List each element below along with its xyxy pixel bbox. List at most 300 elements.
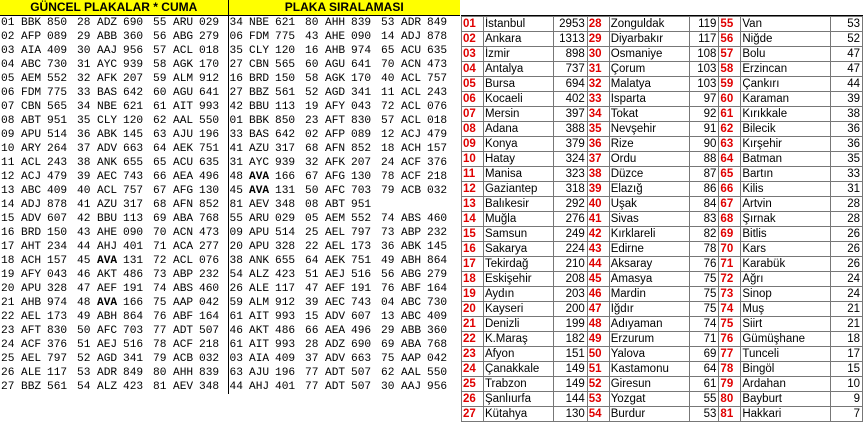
plate-city-code[interactable]: 42 xyxy=(77,212,91,225)
plate-letters[interactable]: APU xyxy=(249,240,270,253)
plate-letters[interactable]: ADZ xyxy=(97,16,118,29)
ranking-rank[interactable]: 27 xyxy=(462,407,484,422)
plate-letters[interactable]: AEJ xyxy=(325,268,346,281)
plate-letters[interactable]: AAL xyxy=(401,366,422,379)
plate-letters[interactable]: ACH xyxy=(21,254,42,267)
plate-city-code[interactable]: 70 xyxy=(153,226,167,239)
plate-number[interactable]: 191 xyxy=(351,282,372,295)
ranking-city[interactable]: Elazığ xyxy=(609,182,689,197)
plate-number[interactable]: 516 xyxy=(123,338,144,351)
plate-number[interactable]: 277 xyxy=(198,240,228,254)
plate-number[interactable]: 852 xyxy=(351,142,372,155)
plate-number[interactable]: 655 xyxy=(275,254,296,267)
plate-letters[interactable]: AVA xyxy=(249,184,270,197)
plate-letters[interactable]: FDM xyxy=(249,30,270,43)
plate-letters[interactable]: ADV xyxy=(21,212,42,225)
ranking-city[interactable]: Niğde xyxy=(741,32,831,47)
plate-letters[interactable]: AFG xyxy=(173,184,194,197)
ranking-count[interactable]: 55 xyxy=(689,392,719,407)
ranking-count[interactable]: 388 xyxy=(553,122,587,137)
ranking-count[interactable]: 26 xyxy=(831,242,863,257)
plate-number[interactable]: 507 xyxy=(351,380,372,393)
ranking-rank[interactable]: 09 xyxy=(462,137,484,152)
plate-letters[interactable]: AZU xyxy=(249,142,270,155)
plate-number[interactable]: 401 xyxy=(275,380,296,393)
plate-letters[interactable]: BAS xyxy=(249,128,270,141)
plate-city-code[interactable]: 47 xyxy=(77,282,91,295)
plate-city-code[interactable]: 02 xyxy=(305,128,319,141)
plate-city-code[interactable]: 72 xyxy=(381,100,395,113)
ranking-city[interactable]: Bolu xyxy=(741,47,831,62)
plate-number[interactable]: 621 xyxy=(275,16,296,29)
ranking-city[interactable]: Kilis xyxy=(741,182,831,197)
ranking-city[interactable]: Şanlıurfa xyxy=(483,392,553,407)
plate-city-code[interactable]: 17 xyxy=(1,240,15,253)
plate-number[interactable]: 218 xyxy=(427,170,448,183)
ranking-rank[interactable]: 78 xyxy=(719,362,741,377)
plate-city-code[interactable]: 01 xyxy=(1,16,15,29)
plate-city-code[interactable]: 09 xyxy=(229,226,243,239)
plate-city-code[interactable]: 81 xyxy=(153,380,167,393)
ranking-count[interactable]: 83 xyxy=(689,212,719,227)
plate-city-code[interactable]: 29 xyxy=(381,324,395,337)
plate-city-code[interactable]: 16 xyxy=(305,44,319,57)
plate-number[interactable]: 939 xyxy=(275,156,296,169)
plate-letters[interactable]: ABS xyxy=(173,282,194,295)
ranking-count[interactable]: 64 xyxy=(689,362,719,377)
plate-city-code[interactable]: 14 xyxy=(381,30,395,43)
ranking-rank[interactable]: 15 xyxy=(462,227,484,242)
plate-city-code[interactable]: 50 xyxy=(77,324,91,337)
plate-letters[interactable]: ALM xyxy=(249,296,270,309)
ranking-city[interactable]: Tokat xyxy=(609,107,689,122)
ranking-count[interactable]: 103 xyxy=(689,62,719,77)
plate-city-code[interactable]: 76 xyxy=(381,282,395,295)
ranking-count[interactable]: 75 xyxy=(689,287,719,302)
ranking-rank[interactable]: 77 xyxy=(719,347,741,362)
ranking-rank[interactable]: 28 xyxy=(587,17,609,32)
ranking-count[interactable]: 24 xyxy=(831,272,863,287)
ranking-count[interactable]: 21 xyxy=(831,302,863,317)
plate-number[interactable]: 029 xyxy=(275,212,296,225)
plate-number[interactable]: 797 xyxy=(351,226,372,239)
ranking-count[interactable]: 2953 xyxy=(553,17,587,32)
plate-city-code[interactable]: 30 xyxy=(77,44,91,57)
plate-letters[interactable]: ACJ xyxy=(21,170,42,183)
ranking-rank[interactable]: 18 xyxy=(462,272,484,287)
plate-letters[interactable]: ABT xyxy=(325,198,346,211)
plate-number[interactable]: 849 xyxy=(427,16,448,29)
plate-city-code[interactable]: 46 xyxy=(77,268,91,281)
plate-number[interactable]: 117 xyxy=(275,282,296,295)
plate-number[interactable]: 797 xyxy=(47,352,68,365)
plate-letters[interactable]: AIA xyxy=(249,352,270,365)
plate-letters[interactable]: ABC xyxy=(21,184,42,197)
ranking-count[interactable]: 86 xyxy=(689,182,719,197)
plate-letters[interactable]: ADV xyxy=(97,142,118,155)
ranking-rank[interactable]: 60 xyxy=(719,92,741,107)
ranking-rank[interactable]: 44 xyxy=(587,257,609,272)
plate-number[interactable]: 552 xyxy=(351,212,372,225)
ranking-rank[interactable]: 43 xyxy=(587,242,609,257)
ranking-rank[interactable]: 31 xyxy=(587,62,609,77)
ranking-city[interactable]: Kocaeli xyxy=(483,92,553,107)
plate-letters[interactable]: ACF xyxy=(401,170,422,183)
plate-letters[interactable]: BAS xyxy=(97,86,118,99)
plate-city-code[interactable]: 65 xyxy=(381,44,395,57)
ranking-count[interactable]: 78 xyxy=(689,242,719,257)
plate-city-code[interactable]: 11 xyxy=(381,86,395,99)
plate-letters[interactable]: APU xyxy=(21,282,42,295)
ranking-rank[interactable]: 63 xyxy=(719,137,741,152)
ranking-count[interactable]: 26 xyxy=(831,227,863,242)
ranking-rank[interactable]: 50 xyxy=(587,347,609,362)
ranking-count[interactable]: 210 xyxy=(553,257,587,272)
plate-letters[interactable]: AHT xyxy=(21,240,42,253)
ranking-city[interactable]: Sivas xyxy=(609,212,689,227)
plate-letters[interactable]: ABG xyxy=(173,30,194,43)
plate-city-code[interactable]: 40 xyxy=(381,72,395,85)
plate-number[interactable]: 849 xyxy=(123,366,144,379)
plate-city-code[interactable]: 60 xyxy=(153,86,167,99)
plate-city-code[interactable]: 79 xyxy=(153,352,167,365)
plate-city-code[interactable]: 32 xyxy=(305,156,319,169)
plate-letters[interactable]: AGU xyxy=(173,86,194,99)
plate-city-code[interactable]: 73 xyxy=(381,226,395,239)
plate-number[interactable]: 018 xyxy=(198,44,228,58)
plate-number[interactable]: 166 xyxy=(275,170,296,183)
ranking-count[interactable]: 108 xyxy=(689,47,719,62)
ranking-city[interactable]: Zonguldak xyxy=(609,17,689,32)
plate-letters[interactable]: ARU xyxy=(173,16,194,29)
ranking-count[interactable]: 53 xyxy=(831,17,863,32)
plate-number[interactable]: 460 xyxy=(427,212,448,225)
ranking-rank[interactable]: 76 xyxy=(719,332,741,347)
ranking-count[interactable]: 103 xyxy=(689,77,719,92)
ranking-count[interactable]: 82 xyxy=(689,227,719,242)
plate-city-code[interactable]: 79 xyxy=(381,184,395,197)
ranking-count[interactable]: 36 xyxy=(831,137,863,152)
ranking-rank[interactable]: 58 xyxy=(719,62,741,77)
plate-number[interactable]: 145 xyxy=(427,240,448,253)
plate-letters[interactable]: APU xyxy=(21,128,42,141)
plate-letters[interactable]: ABF xyxy=(173,310,194,323)
ranking-count[interactable]: 737 xyxy=(553,62,587,77)
plate-letters[interactable]: ABP xyxy=(173,268,194,281)
plate-number[interactable]: 029 xyxy=(198,16,228,30)
plate-city-code[interactable]: 24 xyxy=(1,338,15,351)
plate-number[interactable]: 516 xyxy=(351,268,372,281)
plate-number[interactable]: 507 xyxy=(198,324,228,338)
plate-letters[interactable]: ADT xyxy=(173,324,194,337)
plate-city-code[interactable]: 20 xyxy=(229,240,243,253)
plate-city-code[interactable]: 47 xyxy=(305,282,319,295)
plate-number[interactable]: 951 xyxy=(351,198,372,211)
plate-city-code[interactable]: 51 xyxy=(305,268,319,281)
plate-number[interactable]: 690 xyxy=(351,338,372,351)
ranking-rank[interactable]: 52 xyxy=(587,377,609,392)
ranking-rank[interactable]: 54 xyxy=(587,407,609,422)
ranking-count[interactable]: 47 xyxy=(831,47,863,62)
plate-number[interactable]: 974 xyxy=(351,44,372,57)
plate-number[interactable]: 150 xyxy=(275,72,296,85)
plate-number[interactable]: 496 xyxy=(198,170,228,184)
ranking-city[interactable]: Bayburt xyxy=(741,392,831,407)
plate-city-code[interactable]: 74 xyxy=(153,282,167,295)
plate-city-code[interactable]: 58 xyxy=(305,72,319,85)
ranking-city[interactable]: Manisa xyxy=(483,167,553,182)
plate-number[interactable]: 607 xyxy=(47,212,68,225)
ranking-rank[interactable]: 75 xyxy=(719,317,741,332)
plate-number[interactable]: 514 xyxy=(47,128,68,141)
ranking-count[interactable]: 31 xyxy=(831,182,863,197)
plate-number[interactable]: 089 xyxy=(47,30,68,43)
ranking-rank[interactable]: 42 xyxy=(587,227,609,242)
ranking-rank[interactable]: 39 xyxy=(587,182,609,197)
ranking-city[interactable]: Diyarbakır xyxy=(609,32,689,47)
plate-letters[interactable]: BBK xyxy=(249,114,270,127)
plate-letters[interactable]: AEK xyxy=(325,254,346,267)
plate-city-code[interactable]: 56 xyxy=(381,268,395,281)
ranking-city[interactable]: Iğdır xyxy=(609,302,689,317)
plate-letters[interactable]: AVA xyxy=(97,296,118,309)
ranking-rank[interactable]: 40 xyxy=(587,197,609,212)
plate-number[interactable]: 423 xyxy=(275,268,296,281)
plate-number[interactable]: 743 xyxy=(351,296,372,309)
ranking-count[interactable]: 9 xyxy=(831,392,863,407)
plate-city-code[interactable]: 53 xyxy=(77,366,91,379)
plate-letters[interactable]: ADR xyxy=(401,16,422,29)
plate-number[interactable]: 460 xyxy=(198,282,228,296)
ranking-rank[interactable]: 38 xyxy=(587,167,609,182)
plate-city-code[interactable]: 36 xyxy=(381,240,395,253)
plate-city-code[interactable]: 50 xyxy=(305,184,319,197)
plate-city-code[interactable]: 56 xyxy=(153,30,167,43)
plate-number[interactable]: 317 xyxy=(123,198,144,211)
plate-city-code[interactable]: 25 xyxy=(1,352,15,365)
plate-number[interactable]: 730 xyxy=(427,296,448,309)
plate-number[interactable]: 145 xyxy=(123,128,144,141)
plate-city-code[interactable]: 52 xyxy=(305,86,319,99)
plate-city-code[interactable]: 77 xyxy=(153,324,167,337)
plate-letters[interactable]: AFK xyxy=(97,72,118,85)
ranking-rank[interactable]: 68 xyxy=(719,212,741,227)
ranking-rank[interactable]: 12 xyxy=(462,182,484,197)
ranking-rank[interactable]: 02 xyxy=(462,32,484,47)
plate-number[interactable]: 360 xyxy=(427,324,448,337)
plate-letters[interactable]: ABB xyxy=(97,30,118,43)
plate-letters[interactable]: ABF xyxy=(401,282,422,295)
ranking-rank[interactable]: 11 xyxy=(462,167,484,182)
plate-letters[interactable]: AHB xyxy=(21,296,42,309)
plate-number[interactable]: 164 xyxy=(427,282,448,295)
plate-number[interactable]: 956 xyxy=(123,44,144,57)
plate-letters[interactable]: ACL xyxy=(97,184,118,197)
plate-city-code[interactable]: 44 xyxy=(77,240,91,253)
plate-number[interactable]: 348 xyxy=(275,198,296,211)
plate-city-code[interactable]: 60 xyxy=(305,58,319,71)
plate-letters[interactable]: AFY xyxy=(325,100,346,113)
plate-number[interactable]: 170 xyxy=(351,72,372,85)
plate-letters[interactable]: AJU xyxy=(173,128,194,141)
plate-number[interactable]: 751 xyxy=(198,142,228,156)
ranking-count[interactable]: 39 xyxy=(831,92,863,107)
plate-letters[interactable]: AHJ xyxy=(249,380,270,393)
plate-number[interactable]: 939 xyxy=(123,58,144,71)
plate-city-code[interactable]: 16 xyxy=(1,226,15,239)
plate-letters[interactable]: ACN xyxy=(173,226,194,239)
ranking-count[interactable]: 87 xyxy=(689,167,719,182)
plate-city-code[interactable]: 03 xyxy=(229,352,243,365)
plate-letters[interactable]: AEL xyxy=(21,310,42,323)
plate-city-code[interactable]: 63 xyxy=(153,128,167,141)
ranking-count[interactable]: 379 xyxy=(553,137,587,152)
ranking-rank[interactable]: 23 xyxy=(462,347,484,362)
plate-city-code[interactable]: 67 xyxy=(305,170,319,183)
plate-number[interactable]: 043 xyxy=(351,100,372,113)
plate-letters[interactable]: ARY xyxy=(21,142,42,155)
plate-city-code[interactable]: 37 xyxy=(77,142,91,155)
plate-letters[interactable]: AFP xyxy=(21,30,42,43)
plate-city-code[interactable]: 26 xyxy=(229,282,243,295)
plate-letters[interactable]: ABB xyxy=(401,324,422,337)
plate-letters[interactable]: AFG xyxy=(325,170,346,183)
plate-number[interactable]: 912 xyxy=(198,72,228,86)
plate-number[interactable]: 043 xyxy=(47,268,68,281)
ranking-city[interactable]: Sinop xyxy=(741,287,831,302)
ranking-count[interactable]: 224 xyxy=(553,242,587,257)
plate-city-code[interactable] xyxy=(380,198,400,212)
plate-letters[interactable]: BBK xyxy=(21,16,42,29)
plate-number[interactable]: 561 xyxy=(275,86,296,99)
ranking-rank[interactable]: 66 xyxy=(719,182,741,197)
ranking-city[interactable]: Batman xyxy=(741,152,831,167)
ranking-count[interactable]: 200 xyxy=(553,302,587,317)
plate-letters[interactable]: BBU xyxy=(97,212,118,225)
ranking-city[interactable]: Yalova xyxy=(609,347,689,362)
ranking-city[interactable]: Erzincan xyxy=(741,62,831,77)
plate-city-code[interactable]: 62 xyxy=(381,366,395,379)
ranking-rank[interactable]: 01 xyxy=(462,17,484,32)
plate-city-code[interactable]: 08 xyxy=(1,114,15,127)
plate-letters[interactable]: AEV xyxy=(249,198,270,211)
ranking-count[interactable]: 26 xyxy=(831,257,863,272)
plate-city-code[interactable]: 23 xyxy=(305,114,319,127)
ranking-count[interactable]: 1313 xyxy=(553,32,587,47)
plate-number[interactable]: 376 xyxy=(427,156,448,169)
plate-letters[interactable]: AZU xyxy=(97,198,118,211)
ranking-rank[interactable]: 47 xyxy=(587,302,609,317)
ranking-count[interactable]: 36 xyxy=(831,122,863,137)
plate-number[interactable]: 191 xyxy=(123,282,144,295)
plate-city-code[interactable]: 59 xyxy=(229,296,243,309)
plate-city-code[interactable]: 33 xyxy=(77,86,91,99)
ranking-city[interactable]: Ankara xyxy=(483,32,553,47)
plate-number[interactable]: 486 xyxy=(123,268,144,281)
plate-number[interactable]: 018 xyxy=(427,114,448,127)
plate-number[interactable]: 243 xyxy=(47,156,68,169)
ranking-count[interactable]: 151 xyxy=(553,347,587,362)
plate-number[interactable]: 507 xyxy=(351,366,372,379)
plate-letters[interactable]: AFP xyxy=(325,128,346,141)
plate-number[interactable]: 207 xyxy=(351,156,372,169)
ranking-count[interactable]: 35 xyxy=(831,152,863,167)
plate-letters[interactable]: AEL xyxy=(325,226,346,239)
plate-number[interactable]: 130 xyxy=(351,170,372,183)
plate-city-code[interactable]: 38 xyxy=(77,156,91,169)
ranking-rank[interactable]: 55 xyxy=(719,17,741,32)
plate-letters[interactable]: ABC xyxy=(401,296,422,309)
plate-letters[interactable]: ACL xyxy=(21,156,42,169)
ranking-count[interactable]: 149 xyxy=(553,362,587,377)
plate-letters[interactable]: ACL xyxy=(401,72,422,85)
plate-letters[interactable]: AGD xyxy=(97,352,118,365)
ranking-city[interactable]: Tunceli xyxy=(741,347,831,362)
ranking-rank[interactable]: 72 xyxy=(719,272,741,287)
ranking-rank[interactable]: 59 xyxy=(719,77,741,92)
plate-letters[interactable]: ALZ xyxy=(249,268,270,281)
plate-city-code[interactable]: 10 xyxy=(1,142,15,155)
ranking-count[interactable]: 24 xyxy=(831,287,863,302)
ranking-count[interactable]: 144 xyxy=(553,392,587,407)
plate-letters[interactable]: ADJ xyxy=(401,30,422,43)
plate-letters[interactable]: ABS xyxy=(401,212,422,225)
ranking-city[interactable]: Samsun xyxy=(483,227,553,242)
ranking-rank[interactable]: 22 xyxy=(462,332,484,347)
plate-city-code[interactable]: 74 xyxy=(381,212,395,225)
plate-letters[interactable]: AEJ xyxy=(97,338,118,351)
ranking-rank[interactable]: 57 xyxy=(719,47,741,62)
ranking-rank[interactable]: 06 xyxy=(462,92,484,107)
plate-city-code[interactable]: 38 xyxy=(229,254,243,267)
ranking-count[interactable]: 276 xyxy=(553,212,587,227)
ranking-rank[interactable]: 05 xyxy=(462,77,484,92)
plate-city-code[interactable]: 64 xyxy=(305,254,319,267)
plate-letters[interactable]: ADT xyxy=(325,380,346,393)
plate-letters[interactable]: AHH xyxy=(325,16,346,29)
ranking-city[interactable]: Muş xyxy=(741,302,831,317)
plate-city-code[interactable]: 02 xyxy=(1,30,15,43)
ranking-rank[interactable]: 79 xyxy=(719,377,741,392)
ranking-rank[interactable]: 49 xyxy=(587,332,609,347)
plate-city-code[interactable]: 27 xyxy=(229,58,243,71)
ranking-city[interactable]: Adıyaman xyxy=(609,317,689,332)
plate-number[interactable]: 409 xyxy=(47,184,68,197)
plate-letters[interactable]: AEC xyxy=(97,170,118,183)
plate-letters[interactable]: ADT xyxy=(325,366,346,379)
plate-city-code[interactable]: 43 xyxy=(77,226,91,239)
plate-city-code[interactable]: 31 xyxy=(229,156,243,169)
ranking-city[interactable]: Malatya xyxy=(609,77,689,92)
plate-city-code[interactable]: 39 xyxy=(305,296,319,309)
ranking-count[interactable]: 69 xyxy=(689,347,719,362)
ranking-city[interactable]: K.Maraş xyxy=(483,332,553,347)
plate-number[interactable]: 131 xyxy=(123,254,144,267)
ranking-city[interactable]: Antalya xyxy=(483,62,553,77)
ranking-count[interactable]: 119 xyxy=(689,17,719,32)
ranking-rank[interactable]: 53 xyxy=(587,392,609,407)
ranking-city[interactable]: Bartın xyxy=(741,167,831,182)
plate-city-code[interactable]: 18 xyxy=(381,142,395,155)
ranking-city[interactable]: Kırşehir xyxy=(741,137,831,152)
ranking-rank[interactable]: 08 xyxy=(462,122,484,137)
plate-city-code[interactable]: 78 xyxy=(153,338,167,351)
ranking-city[interactable]: Şırnak xyxy=(741,212,831,227)
plate-number[interactable]: 839 xyxy=(351,16,372,29)
plate-letters[interactable]: AGU xyxy=(325,58,346,71)
plate-city-code[interactable]: 53 xyxy=(381,16,395,29)
plate-letters[interactable]: FDM xyxy=(21,86,42,99)
